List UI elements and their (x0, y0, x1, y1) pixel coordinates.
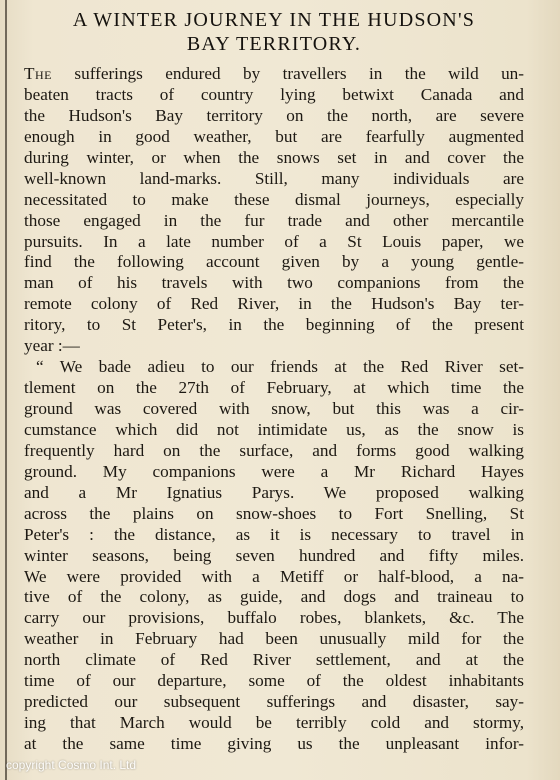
text-line: enough in good weather, but are fearfully augmented (24, 126, 524, 146)
text-line: We were provided with a Metiff or half-blood, a na- (24, 566, 524, 586)
text-line: cumstance which did not intimidate us, as the snow is (24, 419, 524, 439)
article (24, 8, 524, 755)
text-line: man of his travels with two companions from the (24, 273, 524, 293)
text-line: ing that March would be terribly cold and stormy, (24, 713, 524, 733)
text-line: beaten tracts of country lying betwixt Canada and (24, 84, 524, 104)
text-line: those engaged in the fur trade and other mercantile (24, 210, 524, 230)
text-line: during winter, or when the snows set in and cover the (24, 147, 524, 167)
text-line: ground. My companions were a Mr Richard Hayes (24, 461, 524, 481)
text-line: ground was covered with snow, but this was a cir- (24, 399, 524, 418)
text-line: the Hudson's Bay territory on the north, are severe (24, 105, 524, 125)
text-line: find the following account given by a young gentle- (24, 252, 524, 272)
text-line: necessitated to make these dismal journeys, especially (24, 189, 524, 209)
text-line: at the same time giving us the unpleasant infor- (24, 734, 524, 753)
text-line: weather in February had been unusually mild for the (24, 629, 524, 649)
article-body (24, 64, 524, 755)
text-line: tlement on the 27th of February, at which time the (24, 378, 524, 398)
paragraph-1 (24, 64, 524, 357)
text-line: Peter's : the distance, as it is necessary to travel in (24, 524, 524, 544)
text-line: time of our departure, some of the oldest inhabitants (24, 671, 524, 691)
text-line (24, 64, 524, 85)
text-line: predicted our subsequent sufferings and disaster, say- (24, 692, 524, 712)
article-title (24, 8, 524, 56)
text-line: frequently hard on the surface, and forms good walking (24, 440, 524, 460)
text-line: and a Mr Ignatius Parys. We proposed walking (24, 482, 524, 502)
text-line: winter seasons, being seven hundred and fifty miles. (24, 545, 524, 565)
text-line: “ We bade adieu to our friends at the Red River set- (36, 357, 524, 377)
text-line: remote colony of Red River, in the Hudson's Bay ter- (24, 294, 524, 314)
paragraph-2 (24, 357, 524, 755)
title-line-2: BAY TERRITORY. (186, 33, 362, 55)
title-line-1: A WINTER JOURNEY IN THE HUDSON'S (72, 9, 476, 31)
text-line: pursuits. In a late number of a St Louis paper, we (24, 231, 524, 251)
opening-word: The (24, 64, 52, 83)
copyright-watermark: copyright Cosmo Int. Ltd (6, 758, 137, 772)
text-line: north climate of Red River settlement, and at the (24, 650, 524, 670)
text-line: carry our provisions, buffalo robes, blankets, &c. The (24, 608, 524, 628)
text-line-content: sufferings endured by travellers in the wild un- (52, 64, 524, 83)
text-line: well-known land-marks. Still, many individuals are (24, 168, 524, 188)
column-rule (5, 0, 7, 780)
text-line: year :— (24, 336, 80, 356)
text-line: tive of the colony, as guide, and dogs and traineau to (24, 587, 524, 607)
text-line: across the plains on snow-shoes to Fort Snelling, St (24, 503, 524, 523)
text-line: ritory, to St Peter's, in the beginning of the present (24, 315, 524, 335)
